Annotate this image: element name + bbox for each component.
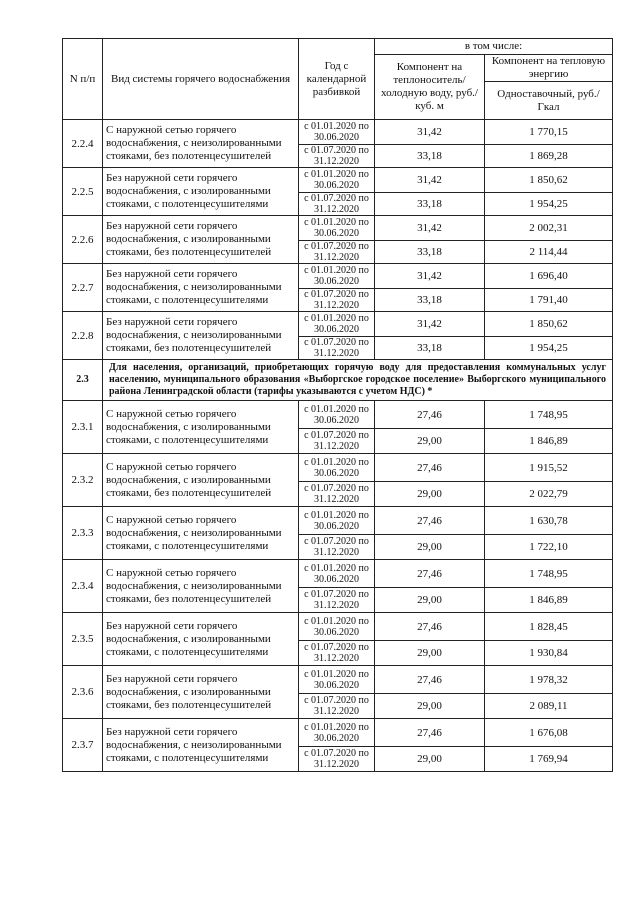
- tariff-table: [62, 38, 613, 772]
- water-tariff-cell: 27,46: [375, 613, 485, 641]
- row-number: 2.3.7: [63, 719, 103, 772]
- period-cell: с 01.01.2020 по 30.06.2020: [299, 264, 375, 289]
- water-tariff-cell: 29,00: [375, 588, 485, 613]
- period-cell: с 01.01.2020 по 30.06.2020: [299, 454, 375, 482]
- water-tariff-cell: 31,42: [375, 168, 485, 193]
- row-number: 2.2.6: [63, 216, 103, 264]
- water-tariff-cell: 31,42: [375, 120, 485, 145]
- period-cell: с 01.07.2020 по 31.12.2020: [299, 193, 375, 216]
- heat-tariff-cell: 2 089,11: [485, 694, 613, 719]
- table-row: [63, 312, 613, 337]
- header-year: Год с календарной разбивкой: [299, 39, 375, 120]
- period-cell: с 01.01.2020 по 30.06.2020: [299, 666, 375, 694]
- row-number: 2.2.4: [63, 120, 103, 168]
- heat-tariff-cell: 1 748,95: [485, 401, 613, 429]
- system-description: Без наружной сети горячего водоснабжения, с неизолированными стояками, без полотенцесушителей: [103, 312, 299, 360]
- table-row: [63, 168, 613, 193]
- water-tariff-cell: 29,00: [375, 694, 485, 719]
- period-cell: с 01.01.2020 по 30.06.2020: [299, 120, 375, 145]
- table-row: [63, 560, 613, 588]
- period-cell: с 01.07.2020 по 31.12.2020: [299, 641, 375, 666]
- heat-tariff-cell: 1 769,94: [485, 747, 613, 772]
- heat-tariff-cell: 1 748,95: [485, 560, 613, 588]
- period-cell: с 01.07.2020 по 31.12.2020: [299, 482, 375, 507]
- water-tariff-cell: 27,46: [375, 666, 485, 694]
- water-tariff-cell: 33,18: [375, 241, 485, 264]
- section-row: [63, 360, 613, 401]
- system-description: С наружной сетью горячего водоснабжения, с неизолированными стояками, без полотенцесушителей: [103, 560, 299, 613]
- table-row: [63, 507, 613, 535]
- water-tariff-cell: 33,18: [375, 337, 485, 360]
- water-tariff-cell: 27,46: [375, 507, 485, 535]
- heat-tariff-cell: 1 978,32: [485, 666, 613, 694]
- water-tariff-cell: 33,18: [375, 193, 485, 216]
- heat-tariff-cell: 1 676,08: [485, 719, 613, 747]
- table-row: [63, 120, 613, 145]
- water-tariff-cell: 31,42: [375, 312, 485, 337]
- row-number: 2.3.1: [63, 401, 103, 454]
- row-number: 2.3.6: [63, 666, 103, 719]
- water-tariff-cell: 29,00: [375, 535, 485, 560]
- heat-tariff-cell: 1 630,78: [485, 507, 613, 535]
- period-cell: с 01.01.2020 по 30.06.2020: [299, 613, 375, 641]
- heat-tariff-cell: 1 828,45: [485, 613, 613, 641]
- row-number: 2.3.2: [63, 454, 103, 507]
- heat-tariff-cell: 1 722,10: [485, 535, 613, 560]
- water-tariff-cell: 27,46: [375, 454, 485, 482]
- row-number: 2.2.5: [63, 168, 103, 216]
- water-tariff-cell: 31,42: [375, 264, 485, 289]
- period-cell: с 01.01.2020 по 30.06.2020: [299, 401, 375, 429]
- water-tariff-cell: 29,00: [375, 641, 485, 666]
- heat-tariff-cell: 2 114,44: [485, 241, 613, 264]
- heat-tariff-cell: 2 022,79: [485, 482, 613, 507]
- row-number: 2.2.7: [63, 264, 103, 312]
- table-row: [63, 401, 613, 429]
- heat-tariff-cell: 1 791,40: [485, 289, 613, 312]
- table-row: [63, 719, 613, 747]
- heat-tariff-cell: 1 850,62: [485, 312, 613, 337]
- heat-tariff-cell: 1 846,89: [485, 588, 613, 613]
- water-tariff-cell: 29,00: [375, 747, 485, 772]
- heat-tariff-cell: 1 696,40: [485, 264, 613, 289]
- water-tariff-cell: 27,46: [375, 401, 485, 429]
- system-description: Без наружной сети горячего водоснабжения, с изолированными стояками, с полотенцесушителями: [103, 613, 299, 666]
- header-num: N п/п: [63, 39, 103, 120]
- system-description: Без наружной сети горячего водоснабжения, с неизолированными стояками, с полотенцесушителями: [103, 719, 299, 772]
- water-tariff-cell: 31,42: [375, 216, 485, 241]
- period-cell: с 01.01.2020 по 30.06.2020: [299, 560, 375, 588]
- period-cell: с 01.07.2020 по 31.12.2020: [299, 694, 375, 719]
- period-cell: с 01.07.2020 по 31.12.2020: [299, 429, 375, 454]
- water-tariff-cell: 27,46: [375, 719, 485, 747]
- table-row: [63, 666, 613, 694]
- period-cell: с 01.01.2020 по 30.06.2020: [299, 216, 375, 241]
- table-row: [63, 454, 613, 482]
- header-heat-component: Компонент на тепловую энергию: [485, 55, 613, 82]
- heat-tariff-cell: 1 915,52: [485, 454, 613, 482]
- system-description: С наружной сетью горячего водоснабжения, с изолированными стояками, с полотенцесушителями: [103, 401, 299, 454]
- system-description: Без наружной сети горячего водоснабжения, с изолированными стояками, с полотенцесушителями: [103, 168, 299, 216]
- table-row: [63, 613, 613, 641]
- water-tariff-cell: 29,00: [375, 482, 485, 507]
- period-cell: с 01.01.2020 по 30.06.2020: [299, 312, 375, 337]
- header-water-component: Компонент на теплоноситель/ холодную воду, руб./куб. м: [375, 55, 485, 120]
- header-heat-subheader: Одноставочный, руб./Гкал: [485, 82, 613, 120]
- period-cell: с 01.07.2020 по 31.12.2020: [299, 337, 375, 360]
- system-description: С наружной сетью горячего водоснабжения, с изолированными стояками, без полотенцесушителей: [103, 454, 299, 507]
- heat-tariff-cell: 1 869,28: [485, 145, 613, 168]
- period-cell: с 01.07.2020 по 31.12.2020: [299, 535, 375, 560]
- period-cell: с 01.07.2020 по 31.12.2020: [299, 145, 375, 168]
- heat-tariff-cell: 1 850,62: [485, 168, 613, 193]
- period-cell: с 01.01.2020 по 30.06.2020: [299, 507, 375, 535]
- table-row: [63, 264, 613, 289]
- system-description: Без наружной сети горячего водоснабжения, с изолированными стояками, без полотенцесушителей: [103, 216, 299, 264]
- section-description: Для населения, организаций, приобретающих горячую воду для предоставления коммунальных услуг населению, муниципального образования «Выборгское городское поселение» Выборгского муниципального района Ленинградской области (тарифы указываются с учетом НДС) *: [103, 360, 613, 401]
- water-tariff-cell: 33,18: [375, 145, 485, 168]
- system-description: Без наружной сети горячего водоснабжения, с изолированными стояками, без полотенцесушителей: [103, 666, 299, 719]
- row-number: 2.3.5: [63, 613, 103, 666]
- water-tariff-cell: 29,00: [375, 429, 485, 454]
- water-tariff-cell: 33,18: [375, 289, 485, 312]
- row-number: 2.2.8: [63, 312, 103, 360]
- heat-tariff-cell: 1 930,84: [485, 641, 613, 666]
- period-cell: с 01.07.2020 по 31.12.2020: [299, 241, 375, 264]
- heat-tariff-cell: 1 954,25: [485, 193, 613, 216]
- heat-tariff-cell: 1 770,15: [485, 120, 613, 145]
- water-tariff-cell: 27,46: [375, 560, 485, 588]
- period-cell: с 01.07.2020 по 31.12.2020: [299, 747, 375, 772]
- period-cell: с 01.07.2020 по 31.12.2020: [299, 588, 375, 613]
- heat-tariff-cell: 1 954,25: [485, 337, 613, 360]
- section-number: 2.3: [63, 360, 103, 401]
- period-cell: с 01.07.2020 по 31.12.2020: [299, 289, 375, 312]
- heat-tariff-cell: 1 846,89: [485, 429, 613, 454]
- header-incl: в том числе:: [375, 39, 613, 55]
- row-number: 2.3.4: [63, 560, 103, 613]
- system-description: Без наружной сети горячего водоснабжения, с неизолированными стояками, с полотенцесушителями: [103, 264, 299, 312]
- heat-tariff-cell: 2 002,31: [485, 216, 613, 241]
- header-system: Вид системы горячего водоснабжения: [103, 39, 299, 120]
- system-description: С наружной сетью горячего водоснабжения, с неизолированными стояками, без полотенцесушителей: [103, 120, 299, 168]
- period-cell: с 01.01.2020 по 30.06.2020: [299, 168, 375, 193]
- system-description: С наружной сетью горячего водоснабжения, с неизолированными стояками, с полотенцесушителями: [103, 507, 299, 560]
- period-cell: с 01.01.2020 по 30.06.2020: [299, 719, 375, 747]
- table-row: [63, 216, 613, 241]
- row-number: 2.3.3: [63, 507, 103, 560]
